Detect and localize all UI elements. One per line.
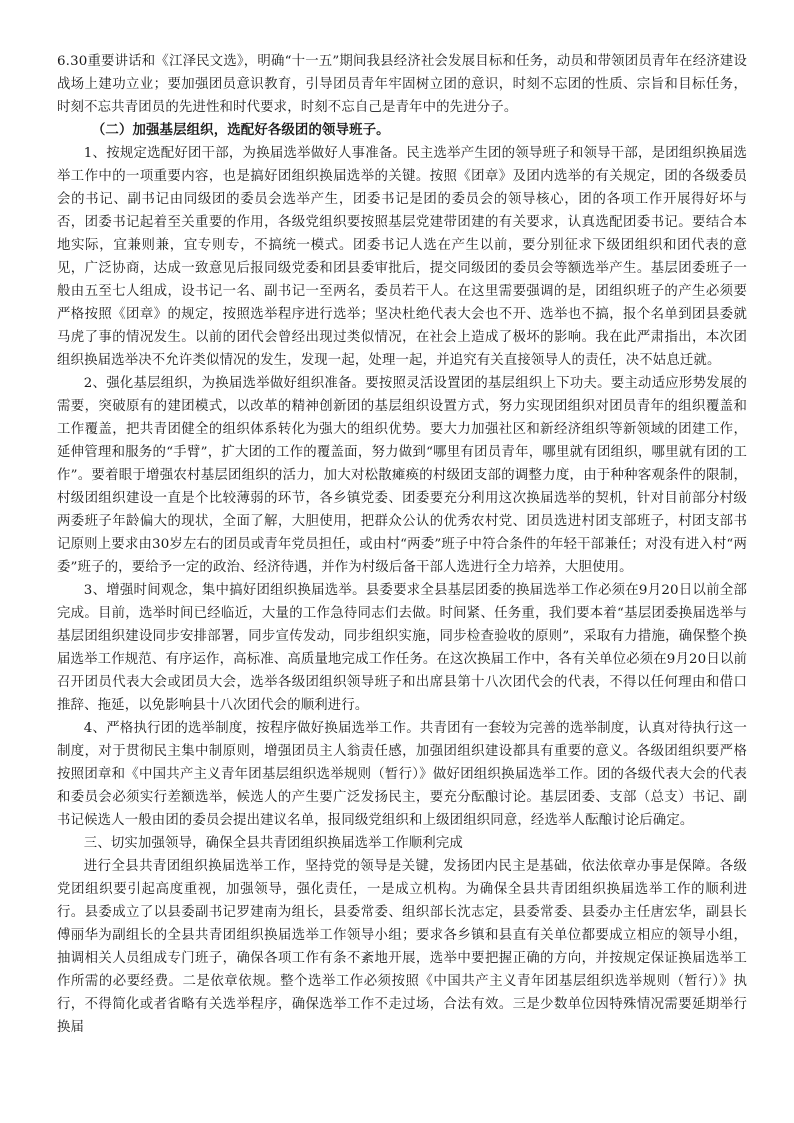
paragraph-item-2: 2、强化基层组织，为换届选举做好组织准备。要按照灵活设置团的基层组织上下功夫。要主动适应形势发展的需要，突破原有的建团模式，以改革的精神创新团的基层组织设置方式，努力实现团组织对团员青年的组织覆盖和工作覆盖，把共青团健全的组织体系转化为强大的组织优势。要大力加强社区和新经济组织等新领域的团建工作，延伸管理和服务的“手臂”，扩大团的工作的覆盖面，努力做到“哪里有团员青年，哪里就有团组织，哪里就有团的工作”。要着眼于增强农村基层团组织的活力，加大对松散瘫痪的村级团支部的调整力度，由于种种客观条件的限制，村级团组织建设一直是个比较薄弱的环节，各乡镇党委、团委要充分利用这次换届选举的契机，针对目前部分村级两委班子年龄偏大的现状，全面了解，大胆使用，把群众公认的优秀农村党、团员选进村团支部班子，村团支部书记原则上要求由30岁左右的团员或青年党员担任，或由村“两委”班子中符合条件的年轻干部兼任；对没有进入村“两委”班子的，要给予一定的政治、经济待遇，并作为村级后备干部人选进行全力培养，大胆使用。: [57, 376, 747, 575]
document-page: [57, 50, 747, 1039]
subsection-heading-2: （二）加强基层组织，选配好各级团的领导班子。: [91, 123, 390, 138]
paragraph-leadership: 进行全县共青团组织换届选举工作，坚持党的领导是关键，发扬团内民主是基础，依法依章办事是保障。各级党团组织要引起高度重视，加强领导，强化责任，一是成立机构。为确保全县共青团组织换届选举工作的顺利进行。县委成立了以县委副书记罗建南为组长，县委常委、组织部长沈志定，县委常委、县委办主任唐宏华，副县长傅丽华为副组长的全县共青团组织换届选举工作领导小组；要求各乡镇和县直有关单位都要成立相应的领导小组，抽调相关人员组成专门班子，确保各项工作有条不紊地开展，选举中要把握正确的方向，并按规定保证换届选举工作所需的必要经费。二是依章依规。整个选举工作必须按照《中国共产主义青年团基层组织选举规则（暂行）》执行，不得简化或者省略有关选举程序，确保选举工作不走过场，合法有效。三是少数单位因特殊情况需要延期举行换届: [57, 859, 747, 1035]
paragraph-item-3: 3、增强时间观念，集中搞好团组织换届选举。县委要求全县基层团委的换届选举工作必须在9月20日以前全部完成。目前，选举时间已经临近，大量的工作急待同志们去做。时间紧、任务重，我们要本着“基层团委换届选举与基层团组织建设同步安排部署，同步宣传发动，同步组织实施，同步检查验收的原则”，采取有力措施，确保整个换届选举工作规范、有序运作，高标准、高质量地完成工作任务。在这次换届工作中，各有关单位必须在9月20日以前召开团员代表大会或团员大会，选举各级团组织领导班子和出席县第十八次团代会的代表，不得以任何理由和借口推辞、拖延，以免影响县十八次团代会的顺利进行。: [57, 583, 747, 713]
section-heading-3: 三、切实加强领导，确保全县共青团组织换届选举工作顺利完成: [83, 836, 463, 851]
paragraph-intro-continuation: 6.30重要讲话和《江泽民文选》，明确“十一五”期间我县经济社会发展目标和任务，动员和带领团员青年在经济建设战场上建功立业；要加强团员意识教育，引导团员青年牢固树立团的意识，时刻不忘团的性质、宗旨和目标任务，时刻不忘共青团员的先进性和时代要求，时刻不忘自己是青年中的先进分子。: [57, 54, 747, 115]
paragraph-item-1: 1、按规定选配好团干部，为换届选举做好人事准备。民主选举产生团的领导班子和领导干部，是团组织换届选举工作中的一项重要内容，也是搞好团组织换届选举的关键。按照《团章》及团内选举的有关规定，团的各级委员会的书记、副书记由同级团的委员会选举产生，团委书记是团的委员会的领导核心，团的各项工作开展得好坏与否，团委书记起着至关重要的作用，各级党组织要按照基层党建带团建的有关要求，认真选配团委书记。要结合本地实际，宜兼则兼，宜专则专，不搞统一模式。团委书记人选在产生以前，要分别征求下级团组织和团代表的意见，广泛协商，达成一致意见后报同级党委和团县委审批后，提交同级团的委员会等额选举产生。基层团委班子一般由五至七人组成，设书记一名、副书记一至两名，委员若干人。在这里需要强调的是，团组织班子的产生必须要严格按照《团章》的规定，按照选举程序进行选举；坚决杜绝代表大会也不开、选举也不搞，报个名单到团县委就马虎了事的情况发生。以前的团代会曾经出现过类似情况，在社会上造成了极坏的影响。我在此严肃指出，本次团组织换届选举决不允许类似情况的发生，发现一起，处理一起，并追究有关直接领导人的责任，决不姑息迁就。: [57, 146, 747, 368]
paragraph-item-4: 4、严格执行团的选举制度，按程序做好换届选举工作。共青团有一套较为完善的选举制度，认真对待执行这一制度，对于贯彻民主集中制原则，增强团员主人翁责任感，加强团组织建设都具有重要的意义。各级团组织要严格按照团章和《中国共产主义青年团基层组织选举规则（暂行）》做好团组织换届选举工作。团的各级代表大会的代表和委员会必须实行差额选举，候选人的产生要广泛发扬民主，要充分酝酿讨论。基层团委、支部（总支）书记、副书记候选人一般由团的委员会提出建议名单，报同级党组织和上级团组织同意，经选举人酝酿讨论后确定。: [57, 721, 747, 828]
